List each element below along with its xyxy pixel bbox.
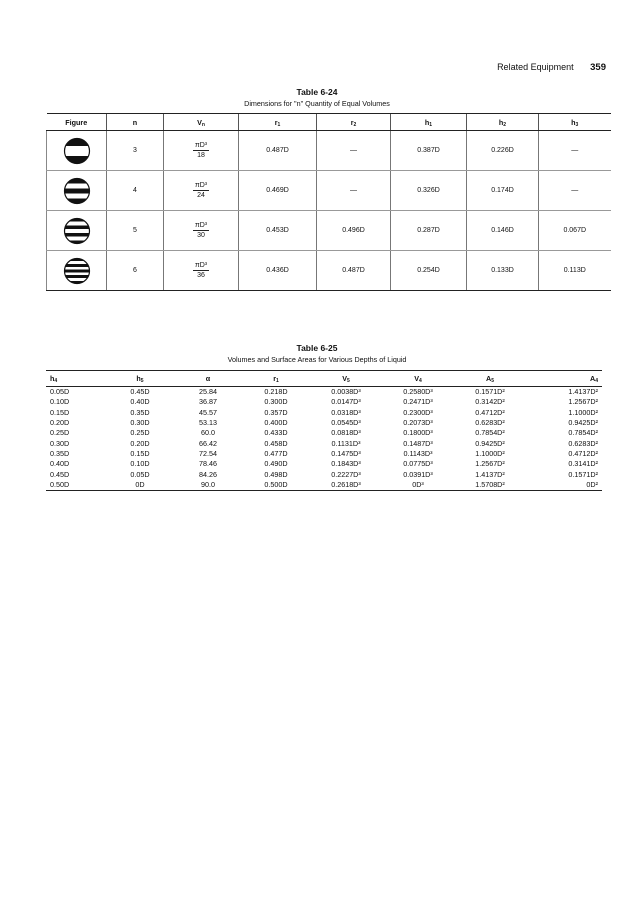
r2-cell: 0.487D bbox=[317, 251, 391, 291]
table-24-number: Table 6-24 bbox=[296, 87, 338, 97]
v4-cell: 0.1143D³ bbox=[403, 448, 433, 458]
vn-cell: $\frac{\text{πD³}}{24}$ bbox=[164, 171, 239, 211]
r2-cell: — bbox=[317, 131, 391, 171]
a5-cell: 0.3142D² bbox=[475, 397, 505, 407]
h4-cell: 0.15D bbox=[50, 407, 70, 417]
r1-cell: 0.436D bbox=[239, 251, 317, 291]
n-cell: 4 bbox=[107, 171, 164, 211]
h2-cell: 0.174D bbox=[467, 171, 539, 211]
h4-cell: 0.50D bbox=[46, 480, 106, 491]
col-header-r2: $r_2$ bbox=[317, 114, 391, 131]
table-row bbox=[46, 418, 602, 428]
a4-cell: 0.9425D² bbox=[568, 418, 598, 428]
r1-cell: 0.458D bbox=[264, 438, 288, 448]
col-header-r1: $r_1$ bbox=[242, 371, 310, 387]
a5-cell: 1.1000D² bbox=[475, 448, 505, 458]
h5-cell: 0.40D bbox=[130, 397, 150, 407]
table-row bbox=[47, 171, 611, 211]
table-row bbox=[47, 131, 611, 171]
h4-cell: 0.25D bbox=[50, 428, 70, 438]
table-25-number: Table 6-25 bbox=[296, 343, 338, 353]
r2-cell: 0.496D bbox=[317, 211, 391, 251]
alpha-cell: 60.0 bbox=[201, 428, 215, 438]
table-25-caption bbox=[0, 343, 634, 364]
r1-cell: 0.477D bbox=[264, 448, 288, 458]
sphere-4-sections-icon bbox=[63, 177, 91, 205]
a5-cell: 0.7854D² bbox=[475, 428, 505, 438]
v5-cell: 0.2227D³ bbox=[331, 469, 361, 479]
h3-cell: 0.113D bbox=[539, 251, 611, 291]
h2-cell: 0.226D bbox=[467, 131, 539, 171]
v5-cell: 0.2618D³ bbox=[310, 480, 382, 491]
table-row bbox=[46, 387, 602, 398]
v4-cell: 0D³ bbox=[382, 480, 454, 491]
sphere-6-sections-icon bbox=[63, 257, 91, 285]
alpha-cell: 45.57 bbox=[199, 407, 217, 417]
h3-cell: 0.067D bbox=[539, 211, 611, 251]
col-header-h5: $h_5$ bbox=[106, 371, 174, 387]
r1-cell: 0.500D bbox=[242, 480, 310, 491]
h4-cell: 0.20D bbox=[50, 418, 70, 428]
alpha-cell: 72.54 bbox=[199, 448, 217, 458]
a5-cell: 0.6283D² bbox=[475, 418, 505, 428]
figure-cell bbox=[47, 171, 107, 211]
table-24-description: Dimensions for "n" Quantity of Equal Volumes bbox=[244, 99, 390, 108]
h1-cell: 0.387D bbox=[391, 131, 467, 171]
h1-cell: 0.287D bbox=[391, 211, 467, 251]
col-header-vn: $V_n$ bbox=[164, 114, 239, 131]
a4-cell: 0.7854D² bbox=[568, 428, 598, 438]
h5-cell: 0.35D bbox=[130, 407, 150, 417]
table-24 bbox=[46, 113, 611, 291]
v4-cell: 0.0775D³ bbox=[403, 459, 433, 469]
v5-cell: 0.0147D³ bbox=[331, 397, 361, 407]
a4-cell: 1.1000D² bbox=[568, 407, 598, 417]
a5-cell: 1.2567D² bbox=[475, 459, 505, 469]
h3-cell: — bbox=[539, 171, 611, 211]
h5-cell: 0.45D bbox=[130, 387, 150, 397]
r1-cell: 0.498D bbox=[264, 469, 288, 479]
r1-cell: 0.400D bbox=[264, 418, 288, 428]
a5-cell: 1.4137D² bbox=[475, 469, 505, 479]
alpha-cell: 36.87 bbox=[199, 397, 217, 407]
a4-cell: 0D² bbox=[526, 480, 602, 491]
v5-cell: 0.1843D³ bbox=[331, 459, 361, 469]
vn-cell: $\frac{\text{πD³}}{30}$ bbox=[164, 211, 239, 251]
sphere-5-sections-icon bbox=[63, 217, 91, 245]
table-25 bbox=[46, 370, 602, 491]
v4-cell: 0.1487D³ bbox=[403, 438, 433, 448]
v5-cell: 0.1131D³ bbox=[331, 438, 361, 448]
page-header bbox=[497, 62, 606, 73]
a4-cell: 0.4712D² bbox=[568, 448, 598, 458]
a4-cell: 1.2567D² bbox=[568, 397, 598, 407]
figure-cell bbox=[47, 251, 107, 291]
v5-cell: 0.0038D³ bbox=[331, 387, 361, 397]
v4-cell: 0.2580D³ bbox=[403, 387, 433, 397]
a5-cell: 1.5708D² bbox=[454, 480, 526, 491]
table-row bbox=[46, 397, 602, 407]
alpha-cell: 25.84 bbox=[199, 387, 217, 397]
col-header-h2: $h_2$ bbox=[467, 114, 539, 131]
h5-cell: 0.15D bbox=[130, 448, 150, 458]
h5-cell: 0.10D bbox=[130, 459, 150, 469]
a4-cell: 0.6283D² bbox=[568, 438, 598, 448]
v4-cell: 0.2073D³ bbox=[403, 418, 433, 428]
a5-cell: 0.9425D² bbox=[475, 438, 505, 448]
r2-cell: — bbox=[317, 171, 391, 211]
v5-cell: 0.1475D³ bbox=[331, 448, 361, 458]
col-header-v5: $V_5$ bbox=[310, 371, 382, 387]
table-row bbox=[46, 428, 602, 438]
v4-cell: 0.1800D³ bbox=[403, 428, 433, 438]
h5-cell: 0.30D bbox=[130, 418, 150, 428]
figure-cell bbox=[47, 211, 107, 251]
r1-cell: 0.357D bbox=[264, 407, 288, 417]
col-header-a5: $A_5$ bbox=[454, 371, 526, 387]
col-header-a4: $A_4$ bbox=[526, 371, 602, 387]
v4-cell: 0.2300D³ bbox=[403, 407, 433, 417]
h3-cell: — bbox=[539, 131, 611, 171]
col-header-h4: $h_4$ bbox=[46, 371, 106, 387]
h5-cell: 0D bbox=[106, 480, 174, 491]
h4-cell: 0.10D bbox=[50, 397, 70, 407]
table-row bbox=[46, 480, 602, 491]
table-24-header-row bbox=[47, 114, 611, 131]
a4-cell: 0.1571D² bbox=[568, 469, 598, 479]
alpha-cell: 90.0 bbox=[174, 480, 242, 491]
a4-cell: 1.4137D² bbox=[568, 387, 598, 397]
h1-cell: 0.326D bbox=[391, 171, 467, 211]
n-cell: 6 bbox=[107, 251, 164, 291]
v4-cell: 0.2471D³ bbox=[403, 397, 433, 407]
h4-cell: 0.40D bbox=[50, 459, 70, 469]
table-row bbox=[47, 211, 611, 251]
h4-cell: 0.45D bbox=[50, 469, 70, 479]
col-header-r1: $r_1$ bbox=[239, 114, 317, 131]
h4-cell: 0.35D bbox=[50, 448, 70, 458]
h4-cell: 0.05D bbox=[50, 387, 70, 397]
h2-cell: 0.146D bbox=[467, 211, 539, 251]
sphere-3-sections-icon bbox=[63, 137, 91, 165]
col-header-n: n bbox=[107, 114, 164, 131]
col-header-v4: $V_4$ bbox=[382, 371, 454, 387]
alpha-cell: 78.46 bbox=[199, 459, 217, 469]
r1-cell: 0.469D bbox=[239, 171, 317, 211]
h5-cell: 0.25D bbox=[130, 428, 150, 438]
n-cell: 3 bbox=[107, 131, 164, 171]
a5-cell: 0.1571D² bbox=[475, 387, 505, 397]
h1-cell: 0.254D bbox=[391, 251, 467, 291]
a5-cell: 0.4712D² bbox=[475, 407, 505, 417]
col-header-h1: $h_1$ bbox=[391, 114, 467, 131]
table-row bbox=[46, 469, 602, 479]
col-header-alpha: α bbox=[174, 371, 242, 387]
alpha-cell: 66.42 bbox=[199, 438, 217, 448]
h4-cell: 0.30D bbox=[50, 438, 70, 448]
r1-cell: 0.490D bbox=[264, 459, 288, 469]
running-title: Related Equipment bbox=[497, 62, 574, 72]
table-row bbox=[47, 251, 611, 291]
table-row bbox=[46, 459, 602, 469]
page-number: 359 bbox=[590, 62, 606, 73]
col-header-h3: $h_3$ bbox=[539, 114, 611, 131]
r1-cell: 0.433D bbox=[264, 428, 288, 438]
table-25-body bbox=[46, 387, 602, 491]
v5-cell: 0.0818D³ bbox=[331, 428, 361, 438]
alpha-cell: 53.13 bbox=[199, 418, 217, 428]
h5-cell: 0.05D bbox=[130, 469, 150, 479]
col-header-figure: Figure bbox=[47, 114, 107, 131]
a4-cell: 0.3141D² bbox=[568, 459, 598, 469]
table-row bbox=[46, 408, 602, 418]
table-24-caption bbox=[0, 87, 634, 108]
table-25-header-row bbox=[46, 371, 602, 387]
table-row bbox=[46, 438, 602, 448]
figure-cell bbox=[47, 131, 107, 171]
h2-cell: 0.133D bbox=[467, 251, 539, 291]
n-cell: 5 bbox=[107, 211, 164, 251]
v5-cell: 0.0318D³ bbox=[331, 407, 361, 417]
r1-cell: 0.300D bbox=[264, 397, 288, 407]
v5-cell: 0.0545D³ bbox=[331, 418, 361, 428]
r1-cell: 0.453D bbox=[239, 211, 317, 251]
v4-cell: 0.0391D³ bbox=[403, 469, 433, 479]
vn-cell: $\frac{\text{πD³}}{36}$ bbox=[164, 251, 239, 291]
r1-cell: 0.218D bbox=[264, 387, 288, 397]
vn-cell: $\frac{\text{πD³}}{18}$ bbox=[164, 131, 239, 171]
alpha-cell: 84.26 bbox=[199, 469, 217, 479]
h5-cell: 0.20D bbox=[130, 438, 150, 448]
table-row bbox=[46, 449, 602, 459]
table-25-description: Volumes and Surface Areas for Various Depths of Liquid bbox=[227, 355, 407, 364]
r1-cell: 0.487D bbox=[239, 131, 317, 171]
